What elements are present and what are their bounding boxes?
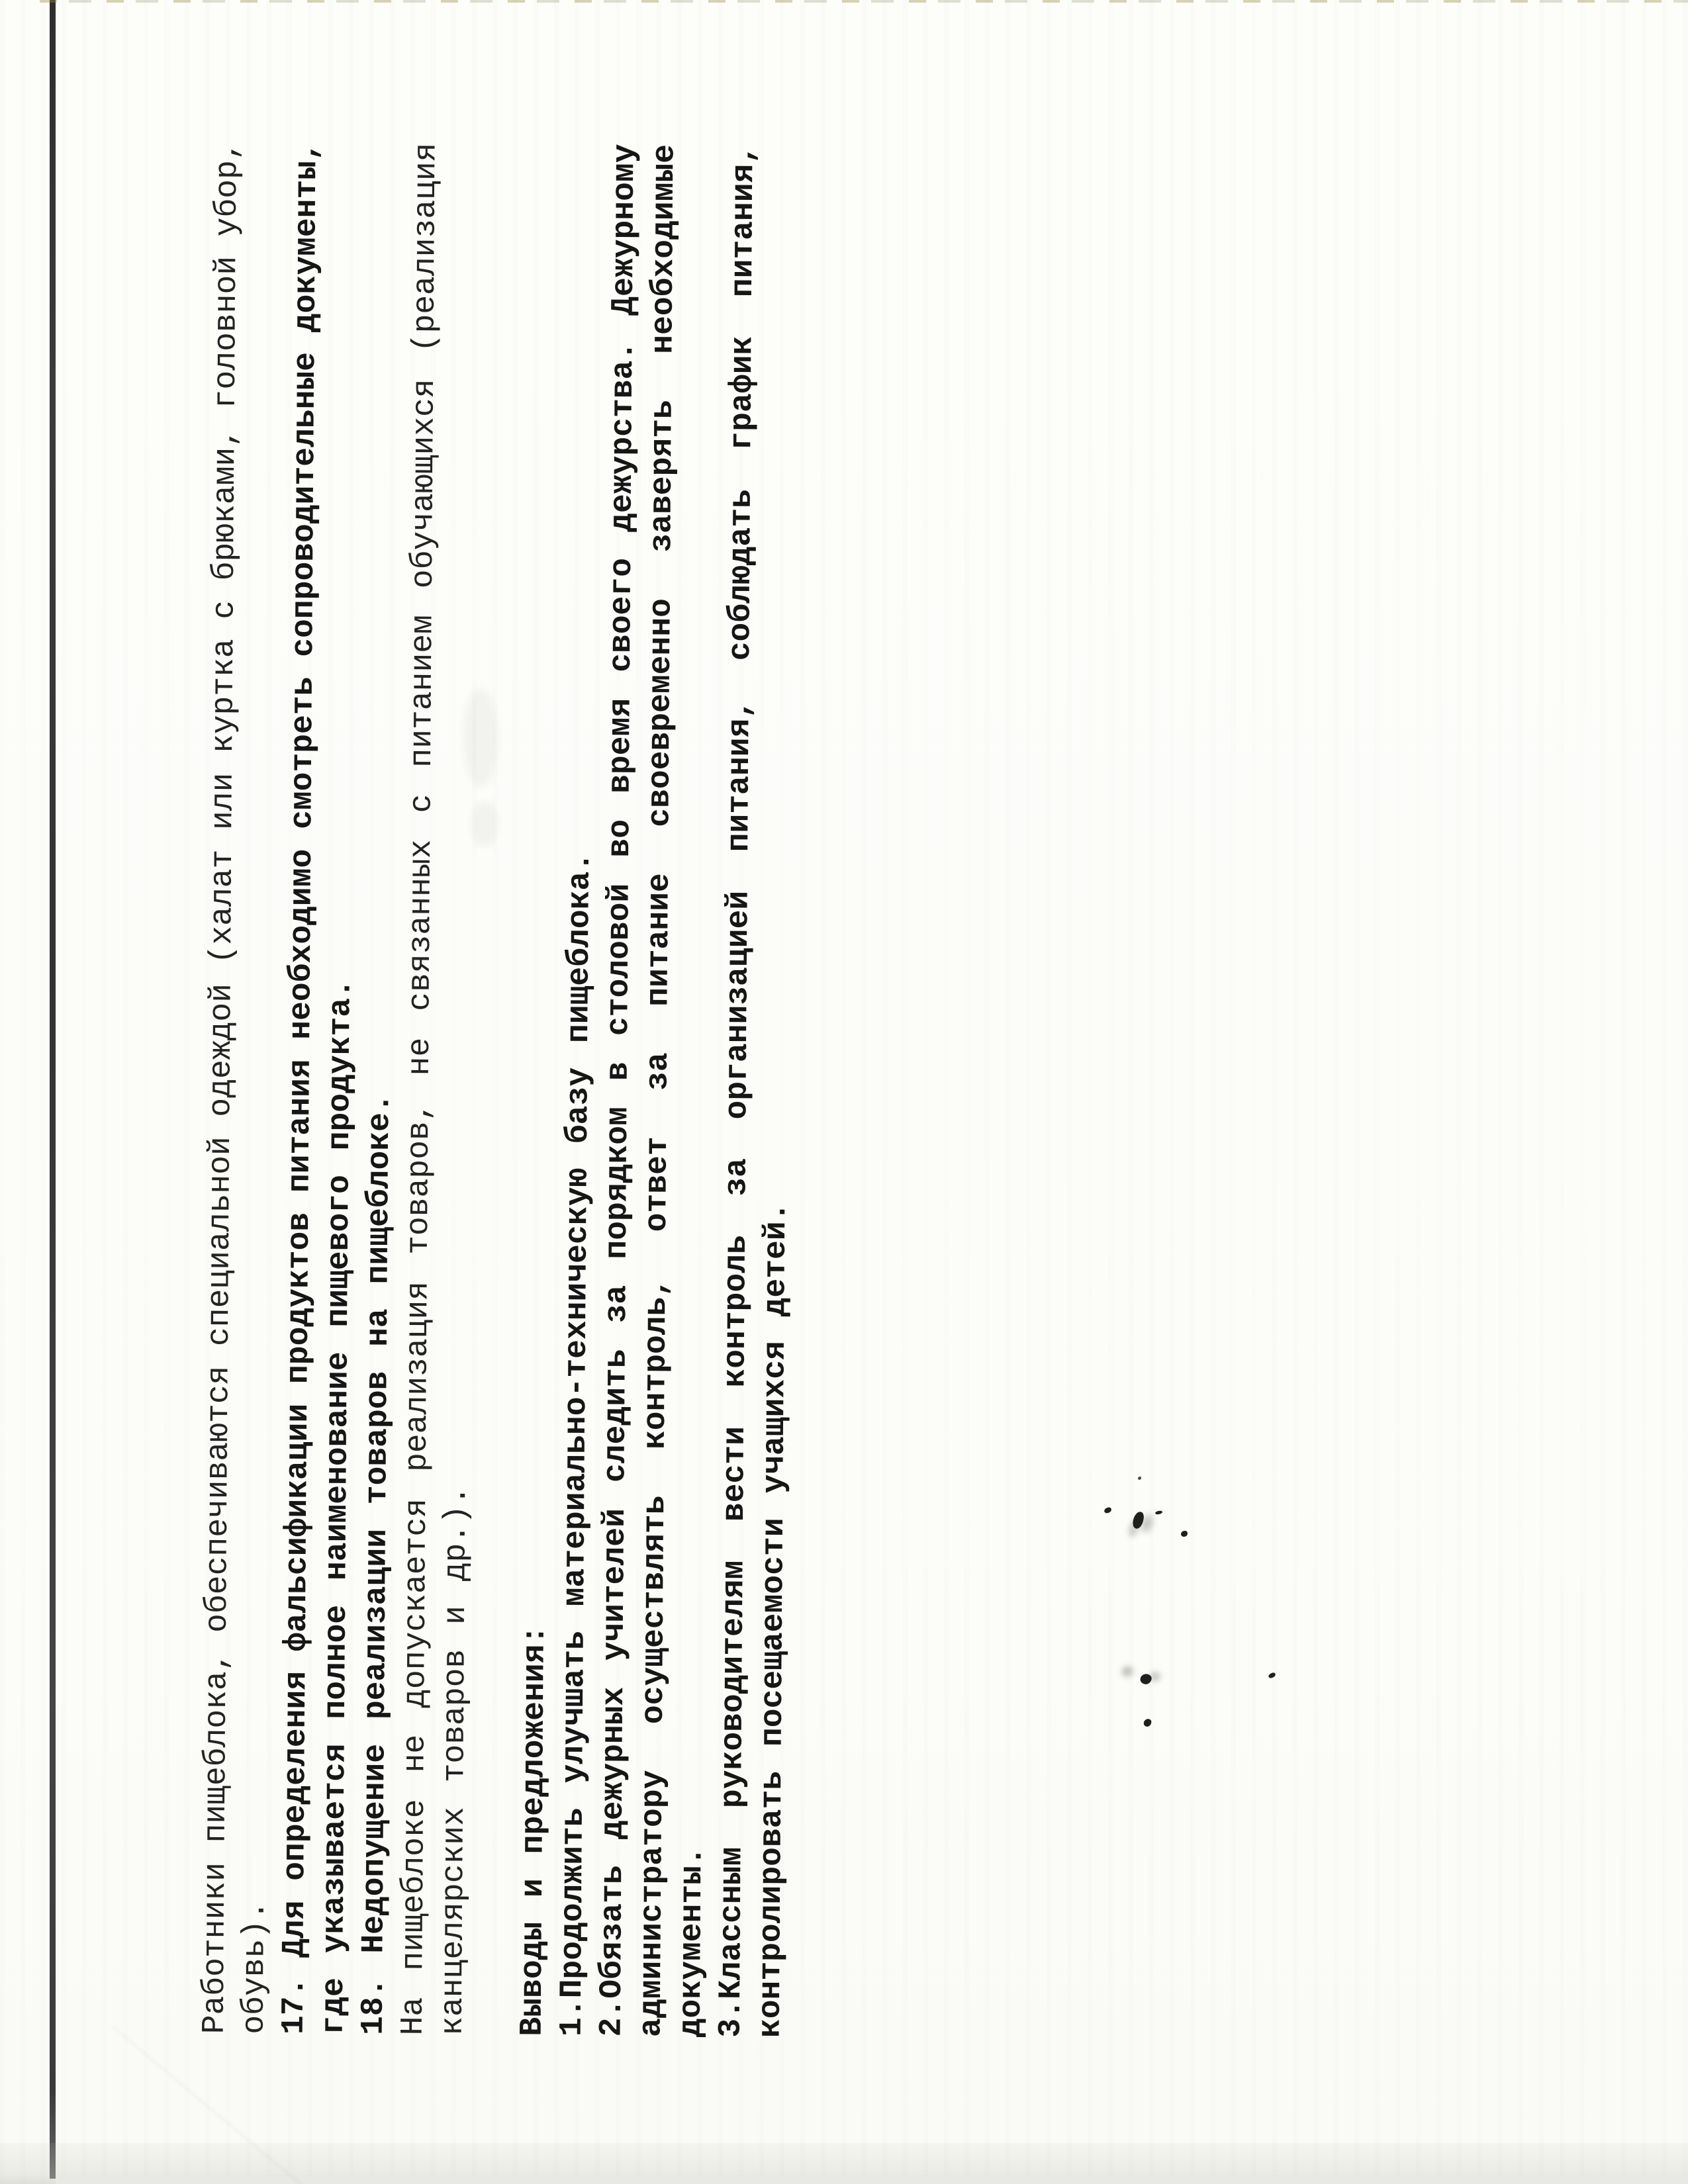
- typed-line: администратору осуществлять контроль, ответ за питание своевременно заверять необходимые: [633, 144, 683, 2038]
- typed-line: 17. Для определения фальсификации продуктов питания необходимо смотреть сопроводительные документы,: [276, 141, 326, 2035]
- typed-line: Выводы и предложения:: [514, 1625, 553, 2036]
- typed-line: 3.Классным руководителям вести контроль за организацией питания, соблюдать график питания,: [713, 144, 763, 2038]
- typed-text-block: [195, 141, 804, 2038]
- typed-line: 1.Продолжить улучшать материально-техническую базу пищеблока.: [554, 852, 599, 2037]
- typed-line: 2.Обязать дежурных учителей следить за порядком в столовой во время своего дежурства. Дежурному: [594, 144, 643, 2037]
- typed-line: обувь).: [236, 1900, 273, 2034]
- typed-line: канцелярских товаров и др.).: [435, 1486, 475, 2036]
- typed-line: На пищеблоке не допускается реализация товаров, не связанных с питанием обучающихся (реализация: [395, 142, 445, 2036]
- typed-line: 18. Недопущение реализации товаров на пищеблоке.: [355, 1093, 399, 2036]
- typed-line: документы.: [673, 1846, 711, 2038]
- typed-line: Работники пищеблока, обеспечиваются специальной одеждой (халат или куртка с брюками, головной убор,: [197, 141, 246, 2034]
- typed-line: контролировать посещаемости учащихся детей.: [753, 1202, 795, 2038]
- typed-line: где указывается полное наименование пищевого продукта.: [316, 978, 359, 2035]
